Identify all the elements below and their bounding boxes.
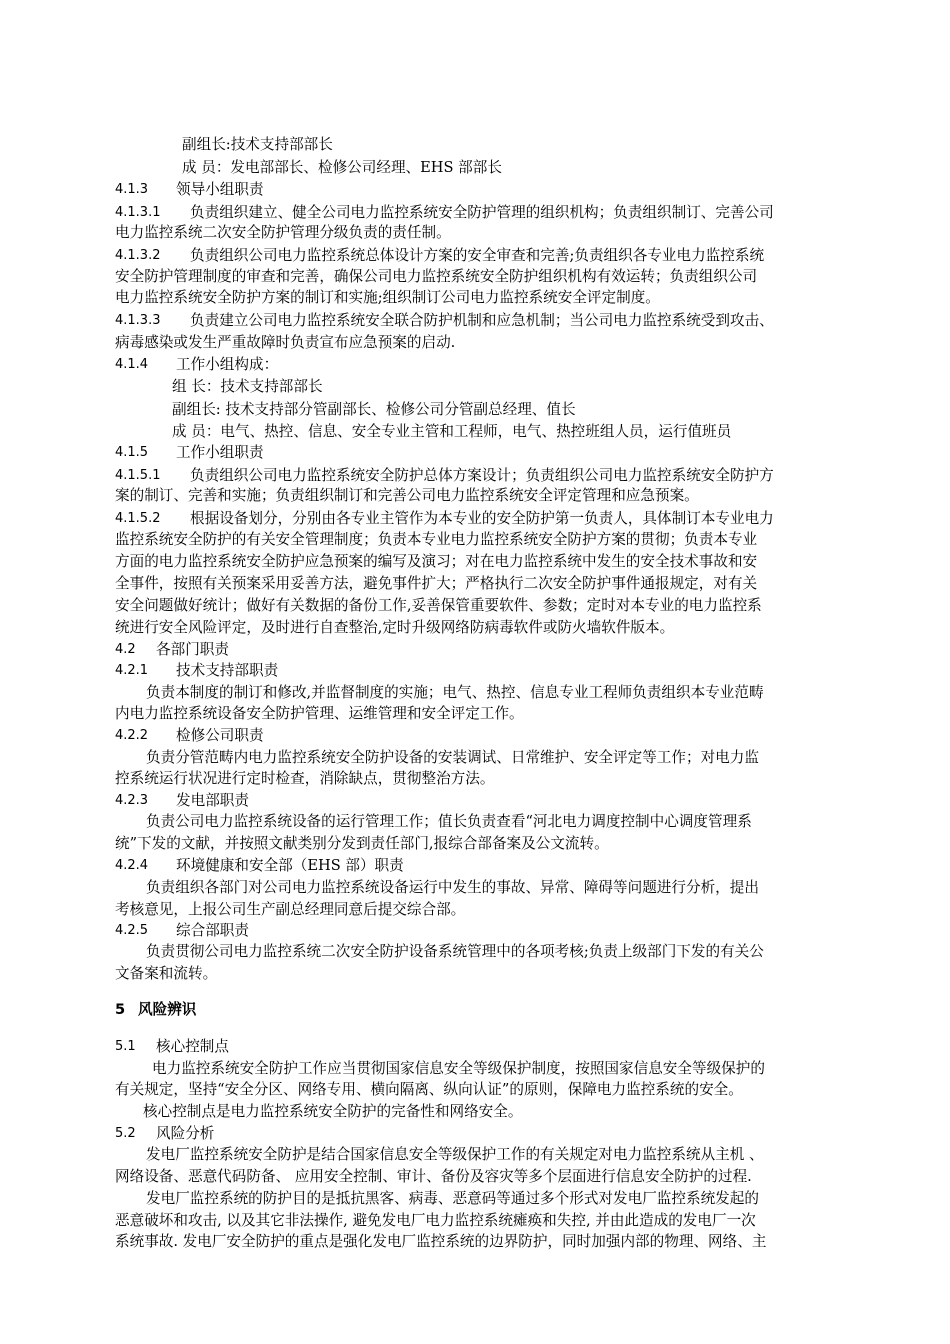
paragraph-line: 有关规定，坚持“安全分区、网络专用、横向隔离、纵向认证”的原则，保障电力监控系统的安全。 (115, 1081, 743, 1098)
section-heading: 工作小组职责 (176, 444, 264, 461)
paragraph-line: 负责组织公司电力监控系统安全防护总体方案设计；负责组织公司电力监控系统安全防护方 (190, 467, 774, 484)
section-number: 4.1.3 (115, 182, 149, 197)
section-heading: 技术支持部职责 (176, 662, 279, 679)
paragraph-line: 负责分管范畴内电力监控系统安全防护设备的安装调试、日常维护、安全评定等工作；对电力监 (146, 749, 759, 766)
section-number: 4.2.5 (115, 923, 149, 938)
section-number: 5.2 (115, 1126, 136, 1141)
paragraph-line: 负责贯彻公司电力监控系统二次安全防护设备系统管理中的各项考核;负责上级部门下发的有关公 (146, 943, 764, 960)
section-heading: 领导小组职责 (176, 181, 264, 198)
paragraph-line: 统”下发的文献，并按照文献类别分发到责任部门,报综合部备案及公文流转。 (115, 835, 609, 852)
clause-number: 4.1.3.3 (115, 313, 161, 328)
paragraph-line: 负责组织建立、健全公司电力监控系统安全防护管理的组织机构；负责组织制订、完善公司 (190, 204, 774, 221)
section-heading: 发电部职责 (176, 792, 249, 809)
section-heading: 综合部职责 (176, 922, 249, 939)
paragraph-line: 全事件，按照有关预案采用妥善方法，避免事件扩大；严格执行二次安全防护事件通报规定，对有关 (115, 575, 758, 592)
paragraph-line: 网络设备、恶意代码防备、 应用安全控制、审计、备份及容灾等多个层面进行信息安全防护的过程. (115, 1168, 752, 1185)
clause-number: 4.1.3.2 (115, 248, 161, 263)
paragraph-line: 电力监控系统安全防护工作应当贯彻国家信息安全等级保护制度，按照国家信息安全等级保护的 (152, 1060, 765, 1077)
chapter-heading: 风险辨识 (138, 1001, 197, 1018)
paragraph-line: 发电厂监控系统的防护目的是抵抗黑客、病毒、恶意码等通过多个形式对发电厂监控系统发起的 (146, 1190, 759, 1207)
paragraph-line: 负责本制度的制订和修改,并监督制度的实施；电气、热控、信息专业工程师负责组织本专业范畴 (146, 684, 764, 701)
section-number: 4.2.3 (115, 793, 149, 808)
paragraph-line: 恶意破坏和攻击, 以及其它非法操作, 避免发电厂电力监控系统瘫痪和失控, 并由此造成的发电厂一次 (115, 1212, 756, 1229)
section-number: 4.1.5 (115, 445, 149, 460)
paragraph-line: 方面的电力监控系统安全防护应急预案的编写及演习；对在电力监控系统中发生的安全技术事故和安 (115, 553, 758, 570)
section-heading: 环境健康和安全部（EHS 部）职责 (176, 857, 404, 874)
members-line: 成 员：电气、热控、信息、安全专业主管和工程师，电气、热控班组人员，运行值班员 (172, 423, 732, 440)
paragraph-line: 负责建立公司电力监控系统安全联合防护机制和应急机制；当公司电力监控系统受到攻击、 (190, 312, 774, 329)
section-number: 4.2 (115, 642, 136, 657)
paragraph-line: 安全问题做好统计；做好有关数据的备份工作,妥善保管重要软件、参数；定时对本专业的电力监控系 (115, 597, 762, 614)
paragraph-line: 根据设备划分，分别由各专业主管作为本专业的安全防护第一负责人，具体制订本专业电力 (190, 510, 774, 527)
paragraph-line: 安全防护管理制度的审查和完善，确保公司电力监控系统安全防护组织机构有效运转；负责组织公司 (115, 268, 758, 285)
section-heading: 核心控制点 (156, 1038, 229, 1055)
section-number: 4.2.1 (115, 663, 149, 678)
paragraph-line: 负责组织公司电力监控系统总体设计方案的安全审查和完善;负责组织各专业电力监控系统 (190, 247, 765, 264)
paragraph-line: 控系统运行状况进行定时检查，消除缺点，贯彻整治方法。 (115, 770, 495, 787)
paragraph-line: 内电力监控系统设备安全防护管理、运维管理和安全评定工作。 (115, 705, 524, 722)
paragraph-line: 发电厂监控系统安全防护是结合国家信息安全等级保护工作的有关规定对电力监控系统从主机 、 (146, 1146, 764, 1163)
section-number: 4.2.2 (115, 728, 149, 743)
section-number: 4.1.4 (115, 357, 149, 372)
section-heading: 风险分析 (156, 1125, 215, 1142)
deputy-leader-line: 副组长: 技术支持部分管副部长、检修公司分管副总经理、值长 (172, 401, 576, 418)
paragraph-line: 核心控制点是电力监控系统安全防护的完备性和网络安全。 (143, 1103, 523, 1120)
leader-line: 组 长：技术支持部部长 (172, 378, 323, 395)
paragraph-line: 文备案和流转。 (115, 965, 218, 982)
section-heading: 各部门职责 (156, 641, 229, 658)
paragraph-line: 负责公司电力监控系统设备的运行管理工作；值长负责查看“河北电力调度控制中心调度管理系 (146, 813, 752, 830)
clause-number: 4.1.5.1 (115, 468, 161, 483)
section-heading: 检修公司职责 (176, 727, 264, 744)
paragraph-line: 系统事故. 发电厂安全防护的重点是强化发电厂监控系统的边界防护，同时加强内部的物理、网络、主 (115, 1233, 767, 1250)
clause-number: 4.1.5.2 (115, 511, 161, 526)
members-line: 成 员：发电部部长、检修公司经理、EHS 部部长 (182, 159, 502, 176)
section-number: 4.2.4 (115, 858, 149, 873)
paragraph-line: 电力监控系统安全防护方案的制订和实施;组织制订公司电力监控系统安全评定制度。 (115, 289, 660, 306)
section-number: 5.1 (115, 1039, 136, 1054)
paragraph-line: 电力监控系统二次安全防护管理分级负责的责任制。 (115, 224, 451, 241)
paragraph-line: 负责组织各部门对公司电力监控系统设备运行中发生的事故、异常、障碍等问题进行分析，提出 (146, 879, 759, 896)
paragraph-line: 统进行安全风险评定，及时进行自查整治,定时升级网络防病毒软件或防火墙软件版本。 (115, 619, 675, 636)
paragraph-line: 病毒感染或发生严重故障时负责宣布应急预案的启动. (115, 334, 456, 351)
chapter-number: 5 (115, 1001, 126, 1018)
paragraph-line: 考核意见，上报公司生产副总经理同意后提交综合部。 (115, 901, 466, 918)
paragraph-line: 监控系统安全防护的有关安全管理制度；负责本专业电力监控系统安全防护方案的贯彻；负责本专业 (115, 531, 758, 548)
clause-number: 4.1.3.1 (115, 205, 161, 220)
paragraph-line: 案的制订、完善和实施；负责组织制订和完善公司电力监控系统安全评定管理和应急预案。 (115, 487, 699, 504)
section-heading: 工作小组构成： (176, 356, 279, 373)
deputy-leader-line: 副组长:技术支持部部长 (182, 136, 333, 153)
